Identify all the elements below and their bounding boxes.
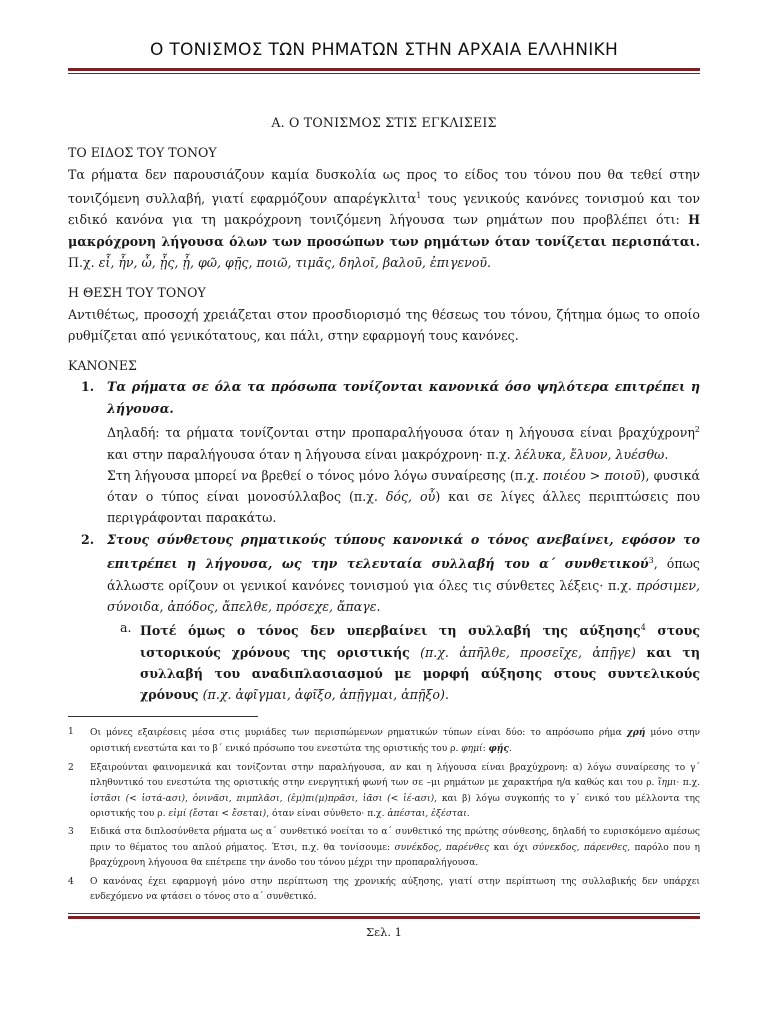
examples: (π.χ. ἀφῖγμαι, ἀφῖξο, ἀπῇγμαι, ἀπῇξο). xyxy=(202,687,449,703)
text: χρή xyxy=(626,727,646,738)
text: Δηλαδή: τα ρήματα τονίζονται στην προπαραλήγουσα όταν η λήγουσα είναι βραχύχρονη xyxy=(107,425,695,441)
subrule-bold: και τη συλλαβή του αναδιπλασιασμού με μορφή αύξησης στους συντελικούς χρόνους xyxy=(140,644,701,703)
text: Στη λήγουσα μπορεί να βρεθεί ο τόνος μόνο λόγω συναίρεσης (π.χ. xyxy=(107,467,543,483)
text: . xyxy=(466,809,470,820)
subrule-bold: Ποτέ όμως ο τόνος δεν υπερβαίνει τη συλλαβή της αύξησης xyxy=(140,623,641,639)
text: Ο κανόνας έχει εφαρμογή μόνο στην περίπτωση της χρονικής αύξησης, γιατί στην περίπτωση της συλλαβικής δεν υπάρχει ενδεχόμενο να φτάσει ο τόνος στο α΄ συνθετικό. xyxy=(90,876,700,903)
footnote-number: 2 xyxy=(68,762,74,773)
subheading-tone-position: Η ΘΕΣΗ ΤΟΥ ΤΟΝΟΥ xyxy=(68,285,206,301)
rule-explanation xyxy=(107,419,700,465)
rule-item-2 xyxy=(81,529,700,617)
footer-rule-thick xyxy=(68,916,700,919)
text: , παρόλο που η βραχύχρονη λήγουσα θα επέτρεπε την άνοδο του τόνου μέχρι την προπαραλήγουσα. xyxy=(90,842,700,869)
footnote-separator xyxy=(68,716,258,717)
footnote-4 xyxy=(68,875,700,906)
examples: ποιέου > ποιοῦ xyxy=(542,467,641,483)
rule-explanation-2 xyxy=(107,465,700,529)
text: : xyxy=(482,744,489,755)
footnote-ref[interactable]: 4 xyxy=(640,623,646,633)
footnote-ref[interactable]: 3 xyxy=(648,556,654,566)
footnote-ref[interactable]: 1 xyxy=(416,190,422,200)
rules-list xyxy=(68,376,700,617)
text: φῄς xyxy=(488,743,509,755)
subrule-a xyxy=(120,617,701,705)
rule-statement: Η μακρόχρονη λήγουσα όλων των προσώπων των ρημάτων όταν τονίζεται περισπάται. xyxy=(68,212,700,249)
text: Π.χ. xyxy=(68,254,99,270)
text: ἱστᾶσι (< ἱστά-ασι), ὀνινᾶσι, πιμπλᾶσι, (ἐμ)πι(μ)πρᾶσι, ἱᾶσι (< ἱέ-ασι) xyxy=(90,793,435,804)
text: Τα ρήματα δεν παρουσιάζουν καμία δυσκολία ως προς το είδος του τόνου που θα τεθεί στην τονιζόμενη συλλαβή, γιατί εφαρμόζουν απαρέγκλιτα xyxy=(68,166,700,207)
rule-number: 1. xyxy=(81,379,95,395)
footer-rule-thin xyxy=(68,913,700,914)
rule-number: 2. xyxy=(81,531,95,547)
footnotes xyxy=(68,725,700,908)
main-content xyxy=(68,112,700,705)
text: ) και σε λίγες άλλες περιπτώσεις που περιγράφονται παρακάτω. xyxy=(107,489,700,526)
text: φημί xyxy=(461,744,483,755)
footnote-1 xyxy=(68,725,700,758)
page-number: Σελ. 1 xyxy=(365,925,402,939)
footnote-ref[interactable]: 2 xyxy=(694,425,700,435)
text: Οι μόνες εξαιρέσεις μέσα στις μυριάδες των περισπώμενων ρηματικών τύπων είναι δύο: το απρόσωπο ρήμα xyxy=(90,728,627,738)
paragraph-tone-type xyxy=(68,164,700,274)
subheading-rules: ΚΑΝΟΝΕΣ xyxy=(68,358,137,374)
section-title: Α. Ο ΤΟΝΙΣΜΟΣ ΣΤΙΣ ΕΓΚΛΙΣΕΙΣ xyxy=(271,115,497,130)
footnote-3 xyxy=(68,825,700,871)
subheading-tone-type: ΤΟ ΕΙΔΟΣ ΤΟΥ ΤΟΝΟΥ xyxy=(68,145,217,161)
text: ), φυσικά όταν ο τύπος είναι μονοσύλλαβος (π.χ. xyxy=(107,467,700,505)
footnote-number: 4 xyxy=(68,876,74,887)
text: . xyxy=(508,744,512,755)
rule-title: Τα ρήματα σε όλα τα πρόσωπα τονίζονται κανονικά όσο ψηλότερα επιτρέπει η λήγουσα. xyxy=(107,379,700,416)
paragraph-tone-position: Αντιθέτως, προσοχή χρειάζεται στον προσδιορισμό της θέσεως του τόνου, ζήτημα όμως το οποίο ρυθμίζεται από γενικότατους, και πάλι, στην εφαρμογή τους κανόνες. xyxy=(68,306,700,343)
text: · π.χ. xyxy=(676,778,700,789)
text: Εξαιρούνται φαινομενικά και τονίζονται στην παραλήγουσα, αν και η λήγουσα είναι βραχύχρονη: α) λόγω συναίρεσης το γ΄ πληθυντικό του ενεστώτα της οριστικής στην ενεργητική φωνή των σε –μι ρημάτων με χαρακτήρα η/α καθώς και του ρ. xyxy=(90,762,700,789)
rule-item-1 xyxy=(81,376,700,528)
examples: εἶ, ἦν, ὦ, ᾖς, ᾖ, φῶ, φῇς, ποιῶ, τιμᾶς, δηλοῖ, βαλοῦ, ἐπιγενοῦ. xyxy=(98,254,492,270)
text: συνέκδος, παρένθες xyxy=(394,842,490,853)
text: ἵημι xyxy=(657,778,677,789)
subrule-bold: στους ιστορικούς χρόνους της οριστικής xyxy=(140,623,700,660)
text: και στην παραλήγουσα όταν η λήγουσα είναι μακρόχρονη· π.χ. xyxy=(107,446,515,462)
text: τους γενικούς κανόνες τονισμού και τον ειδικό κανόνα για τη μακρόχρονη τονιζόμενη λήγουσα των ρημάτων που προβλέπει ότι: xyxy=(68,191,700,228)
subrule-letter: a. xyxy=(120,620,132,636)
text: μόνο στην οριστική ενεστώτα και το β΄ ενικό πρόσωπο του ενεστώτα της οριστικής του ρ. xyxy=(90,728,701,755)
examples: (π.χ. ἀπῆλθε, προσεῖχε, ἀπῇγε) xyxy=(420,644,636,660)
text: Ειδικά στα διπλοσύνθετα ρήματα ως α΄ συνθετικό νοείται το α΄ συνθετικό της πρώτης σύνθεσης, δηλαδή το ευρισκόμενο αμέσως πριν το θέματος του απλού ρήματος. Έτσι, π.χ. θα τονίσουμε: xyxy=(90,827,700,853)
text: ἀπέσται, ἐξέσται xyxy=(387,809,467,820)
examples: λέλυκα, ἔλυον, λυέσθω. xyxy=(514,446,669,462)
text: , και β) λόγω συγκοπής το γ΄ ενικό του μέλλοντα της οριστικής του ρ. xyxy=(90,793,700,820)
header-rule-thin xyxy=(68,73,700,74)
footnote-2 xyxy=(68,761,700,823)
examples: δός, οὖ xyxy=(385,489,436,505)
text: και όχι xyxy=(489,842,533,853)
footnote-number: 1 xyxy=(68,727,74,737)
examples: πρόσιμεν, σύνοιδα, ἀπόδος, ἄπελθε, πρόσεχε, ἄπαγε. xyxy=(107,577,700,614)
header-rule-thick xyxy=(68,68,700,71)
text: σύνεκδος, πάρενθες xyxy=(532,842,628,853)
rule-title: Στους σύνθετους ρηματικούς τύπους κανονικά ο τόνος ανεβαίνει, εφόσον το επιτρέπει η λήγουσα, ως την τελευταία συλλαβή του α΄ συνθετικού xyxy=(107,531,700,572)
text: εἰμί (ἔσται < ἔσεται) xyxy=(168,809,267,820)
footnote-number: 3 xyxy=(68,827,74,838)
text: , όπως άλλωστε ορίζουν οι γενικοί κανόνες τονισμού για όλες τις σύνθετες λέξεις· π.χ. xyxy=(107,556,700,593)
text: , όταν είναι σύνθετο· π.χ. xyxy=(266,809,388,820)
document-header-title: Ο ΤΟΝΙΣΜΟΣ ΤΩΝ ΡΗΜΑΤΩΝ ΣΤΗΝ ΑΡΧΑΙΑ ΕΛΛΗΝΙΚΗ xyxy=(149,40,619,60)
